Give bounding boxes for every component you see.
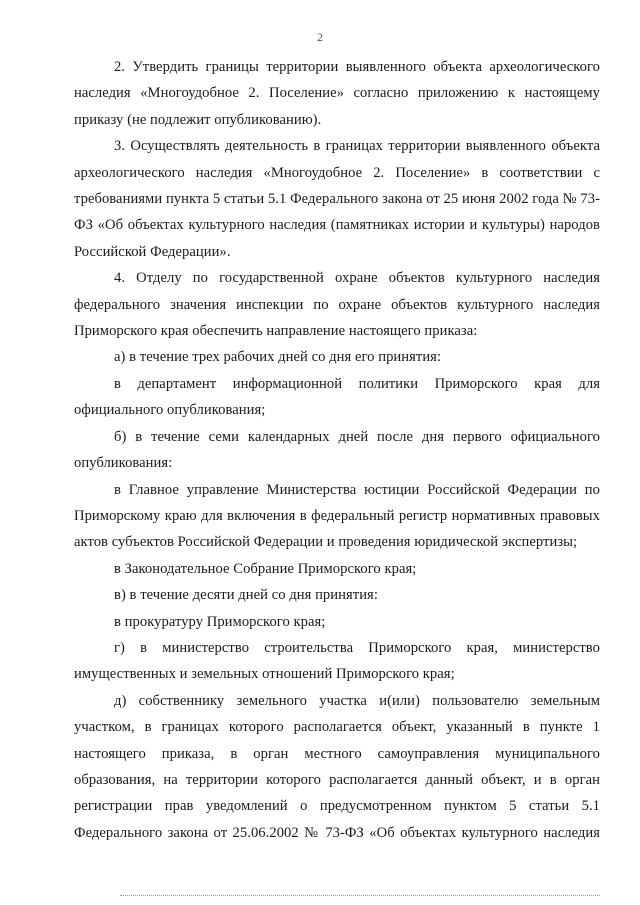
page-number: 2 (317, 30, 323, 44)
document-body (74, 54, 600, 846)
subitem-b: б) в течение семи календарных дней после дня первого официального опубликования: (74, 428, 600, 472)
subitem-a: а) в течение трех рабочих дней со дня его принятия: (114, 349, 442, 366)
subitem-v: в) в течение десяти дней со дня принятия: (114, 587, 378, 604)
paragraph-item-4: 4. Отделу по государственной охране объектов культурного наследия федерального значения инспекции по охране объектов культурного наследия Приморского края обеспечить направление настоящего приказа: (74, 270, 600, 340)
subitem-g: г) в министерство строительства Приморского края, министерство имущественных и земельных отношений Приморского края; (74, 639, 600, 683)
subitem-d: д) собственнику земельного участка и(или) пользователю земельным участком, в границах которого располагается объект, указанный в пункте 1 настоящего приказа, в орган местного самоуправления муниципального образования, на территории которого располагается данный объект, и в орган регистрации прав уведомлений о предусмотренном пунктом 5 статьи 5.1 Федерального закона от 25.06.2002 № 73-ФЗ «Об объектах культурного наследия (74, 692, 600, 841)
recipient-prosecutor-office: в прокуратуру Приморского края; (114, 613, 326, 630)
paragraph-item-2: 2. Утвердить границы территории выявленного объекта археологического наследия «Многоудобное 2. Поселение» согласно приложению к настоящему приказу (не подлежит опубликованию). (74, 59, 600, 128)
recipient-legislative-assembly: в Законодательное Собрание Приморского края; (114, 560, 417, 577)
paragraph-item-3: 3. Осуществлять деятельность в границах территории выявленного объекта археологического наследия «Многоудобное 2. Поселение» в соответствии с требованиями пункта 5 статьи 5.1 Федерального закона от 25 июня 2002 года № 73-ФЗ «Об объектах культурного наследия (памятниках истории и культуры) народов Российской Федерации». (74, 138, 600, 260)
recipient-ministry-of-justice: в Главное управление Министерства юстиции Российской Федерации по Приморскому краю для включения в федеральный регистр нормативных правовых актов субъектов Российской Федерации и проведения юридической экспертизы; (74, 481, 600, 551)
recipient-information-policy-department: в департамент информационной политики Приморского края для официального опубликования; (74, 375, 600, 419)
scan-edge-line (120, 895, 600, 897)
